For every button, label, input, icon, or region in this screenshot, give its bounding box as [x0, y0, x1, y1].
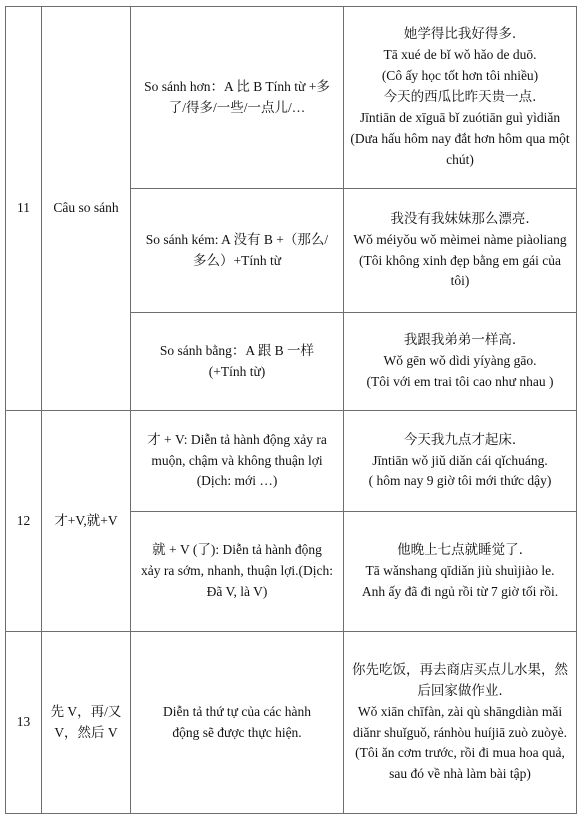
row-number: 13 [6, 632, 42, 814]
grammar-point-name: 先 V，再/又 V，然后 V [42, 632, 131, 814]
row-number: 11 [6, 7, 42, 411]
grammar-rule: Diễn tả thứ tự của các hành động sẽ được thực hiện. [131, 632, 344, 814]
example-chinese: 今天我九点才起床. [403, 431, 517, 448]
example-cell [344, 7, 577, 189]
example-chinese: 他晚上七点就睡觉了. [397, 542, 523, 559]
example-translation: (Tôi không xinh đẹp bằng em gái của tôi) [358, 252, 562, 289]
example-chinese: 她学得比我好得多. [403, 26, 517, 43]
example-translation: ( hôm nay 9 giờ tôi mới thức dậy) [368, 473, 552, 489]
grammar-rule: 才 + V: Diễn tả hành động xảy ra muộn, chậm và không thuận lợi (Dịch: mới …) [131, 411, 344, 512]
example-translation: Anh ấy đã đi ngủ rồi từ 7 giờ tối rồi. [361, 583, 559, 599]
grammar-point-name: Câu so sánh [42, 7, 131, 411]
grammar-rule: 就 + V (了): Diễn tả hành động xảy ra sớm, nhanh, thuận lợi.(Dịch: Đã V, là V) [131, 512, 344, 632]
table-row [6, 411, 577, 512]
example-cell [344, 313, 577, 411]
example-pinyin: Wǒ gēn wǒ dìdi yíyàng gāo. [383, 353, 537, 369]
grammar-rule: So sánh hơn：A 比 B Tính từ +多了/得多/一些/一点儿/… [131, 7, 344, 189]
grammar-point-name: 才+V,就+V [42, 411, 131, 632]
example-cell [344, 632, 577, 814]
example-pinyin: Jīntiān de xīguā bǐ zuótiān guì yìdiǎn [359, 109, 561, 125]
example-chinese: 我跟我弟弟一样高. [403, 332, 517, 349]
example-pinyin: Tā xué de bǐ wǒ hǎo de duō. [383, 47, 537, 63]
example-pinyin: Jīntiān wǒ jiǔ diǎn cái qǐchuáng. [372, 452, 548, 468]
table-row [6, 7, 577, 189]
example-cell [344, 411, 577, 512]
example-translation: (Cô ấy học tốt hơn tôi nhiều) [381, 68, 539, 84]
grammar-rule: So sánh bằng：A 跟 B 一样 (+Tính từ) [131, 313, 344, 411]
example-pinyin: Wǒ méiyǒu wǒ mèimei nàme piàoliang [353, 231, 567, 247]
example-chinese: 你先吃饭，再去商店买点儿水果，然后回家做作业. [352, 661, 568, 699]
table-row [6, 632, 577, 814]
grammar-rule: So sánh kém: A 没有 B +（那么/多么）+Tính từ [131, 189, 344, 313]
example-cell [344, 512, 577, 632]
example-translation: (Tôi ăn cơm trước, rồi đi mua hoa quả, sau đó về nhà làm bài tập) [355, 745, 565, 782]
example-pinyin: Wǒ xiān chīfàn, zài qù shāngdiàn mǎi diǎnr shuǐguǒ, ránhòu huíjiā zuò zuòyè. [352, 703, 568, 740]
example-chinese: 我没有我妹妹那么漂亮. [390, 210, 530, 227]
example-chinese: 今天的西瓜比昨天贵一点. [383, 89, 537, 106]
row-number: 12 [6, 411, 42, 632]
example-translation: (Dưa hấu hôm nay đắt hơn hôm qua một chút) [350, 130, 570, 167]
example-translation: (Tôi với em trai tôi cao như nhau ) [366, 373, 554, 389]
grammar-table [5, 6, 577, 814]
example-cell [344, 189, 577, 313]
example-pinyin: Tā wǎnshang qīdiǎn jiù shuìjiào le. [365, 563, 555, 579]
